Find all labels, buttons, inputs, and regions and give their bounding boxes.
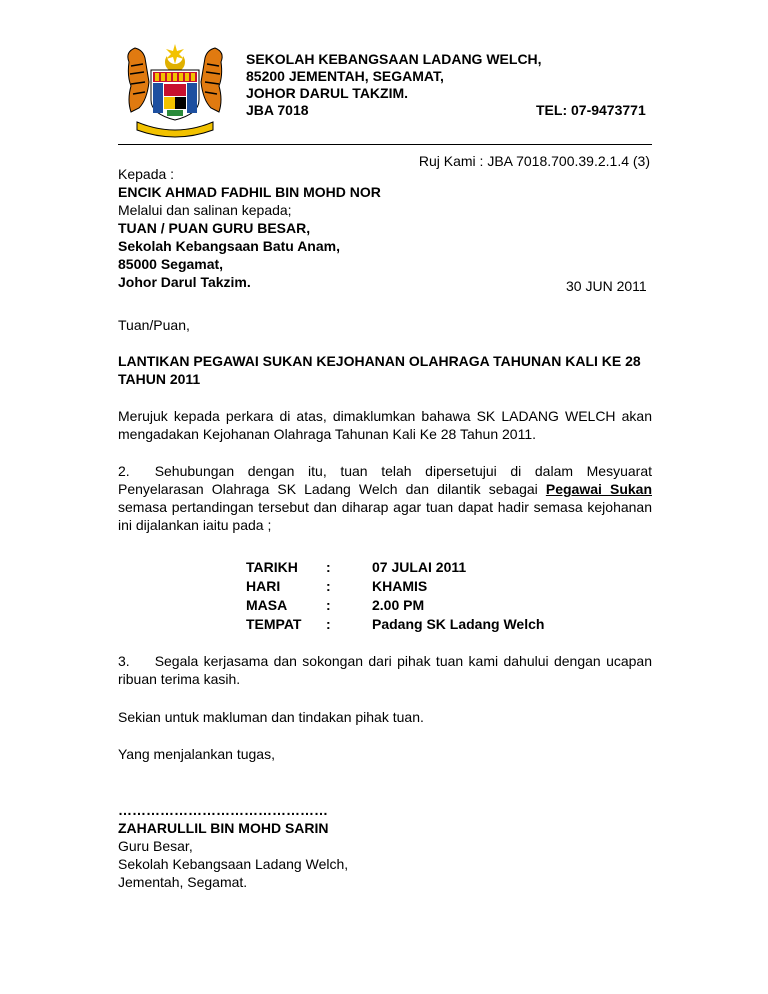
copy-recipient-line-1: TUAN / PUAN GURU BESAR, bbox=[118, 220, 311, 236]
paragraph-3 bbox=[118, 652, 652, 688]
salutation: Tuan/Puan, bbox=[118, 317, 190, 333]
detail-separator: : bbox=[326, 578, 331, 594]
coat-of-arms-emblem bbox=[117, 42, 233, 138]
paragraph-2-text: Sehubungan dengan itu, tuan telah dipersetujui di dalam Mesyuarat Penyelarasan Olahraga SK Ladang Welch dan dilantik sebagai bbox=[118, 463, 652, 497]
signatory-name: ZAHARULLIL BIN MOHD SARIN bbox=[118, 820, 329, 836]
paragraph-2-text-end: semasa pertandingan tersebut dan diharap agar tuan dapat hadir semasa kejohanan ini dijalankan iaitu pada ; bbox=[118, 499, 652, 533]
detail-row-venue bbox=[246, 615, 544, 634]
letter-date: 30 JUN 2011 bbox=[566, 278, 647, 294]
school-name: SEKOLAH KEBANGSAAN LADANG WELCH, bbox=[246, 51, 542, 67]
detail-label: TEMPAT bbox=[246, 616, 302, 632]
detail-label: MASA bbox=[246, 597, 288, 613]
to-label: Kepada : bbox=[118, 166, 175, 182]
copy-recipient-line-3: 85000 Segamat, bbox=[118, 256, 224, 272]
telephone: TEL: 07-9473771 bbox=[536, 102, 646, 118]
signatory-place: Jementah, Segamat. bbox=[118, 874, 248, 890]
detail-label: TARIKH bbox=[246, 559, 298, 575]
detail-label: HARI bbox=[246, 578, 281, 594]
signatory-title: Guru Besar, bbox=[118, 838, 193, 854]
address-line-1: 85200 JEMENTAH, SEGAMAT, bbox=[246, 68, 444, 84]
detail-separator: : bbox=[326, 597, 331, 613]
paragraph-3-number: 3. bbox=[118, 653, 130, 669]
letterhead bbox=[246, 51, 656, 118]
detail-value: Padang SK Ladang Welch bbox=[372, 616, 545, 632]
signature-line: ……………………………………… bbox=[118, 802, 328, 818]
detail-value: KHAMIS bbox=[372, 578, 428, 594]
recipient-block bbox=[118, 165, 652, 291]
copy-recipient-line-2: Sekolah Kebangsaan Batu Anam, bbox=[118, 238, 340, 254]
reference-number: Ruj Kami : JBA 7018.700.39.2.1.4 (3) bbox=[418, 153, 650, 169]
detail-separator: : bbox=[326, 559, 331, 575]
detail-row-time bbox=[246, 596, 544, 615]
copy-recipient-line-4: Johor Darul Takzim. bbox=[118, 274, 251, 290]
closing-line-1: Sekian untuk makluman dan tindakan pihak tuan. bbox=[118, 709, 424, 725]
via-label: Melalui dan salinan kepada; bbox=[118, 202, 292, 218]
paragraph-2-number: 2. bbox=[118, 463, 130, 479]
school-code: JBA 7018 bbox=[246, 102, 309, 118]
recipient-name: ENCIK AHMAD FADHIL BIN MOHD NOR bbox=[118, 184, 381, 200]
event-details-table bbox=[246, 558, 544, 634]
paragraph-1: Merujuk kepada perkara di atas, dimaklumkan bahawa SK LADANG WELCH akan mengadakan Kejohanan Olahraga Tahunan Kali Ke 28 Tahun 2011. bbox=[118, 408, 652, 442]
detail-value: 2.00 PM bbox=[372, 597, 425, 613]
detail-separator: : bbox=[326, 616, 331, 632]
address-line-2: JOHOR DARUL TAKZIM. bbox=[246, 85, 409, 101]
paragraph-2 bbox=[118, 462, 652, 534]
closing-line-2: Yang menjalankan tugas, bbox=[118, 746, 275, 762]
subject-line: LANTIKAN PEGAWAI SUKAN KEJOHANAN OLAHRAGA TAHUNAN KALI KE 28 TAHUN 2011 bbox=[118, 353, 641, 387]
header-divider bbox=[118, 144, 652, 145]
appointment-title: Pegawai Sukan bbox=[545, 481, 652, 497]
signature-block bbox=[118, 801, 652, 891]
detail-row-day bbox=[246, 577, 544, 596]
signatory-school: Sekolah Kebangsaan Ladang Welch, bbox=[118, 856, 349, 872]
detail-value: 07 JULAI 2011 bbox=[372, 559, 467, 575]
paragraph-3-text: Segala kerjasama dan sokongan dari pihak tuan kami dahului dengan ucapan ribuan terima kasih. bbox=[118, 653, 652, 687]
detail-row-date bbox=[246, 558, 544, 577]
